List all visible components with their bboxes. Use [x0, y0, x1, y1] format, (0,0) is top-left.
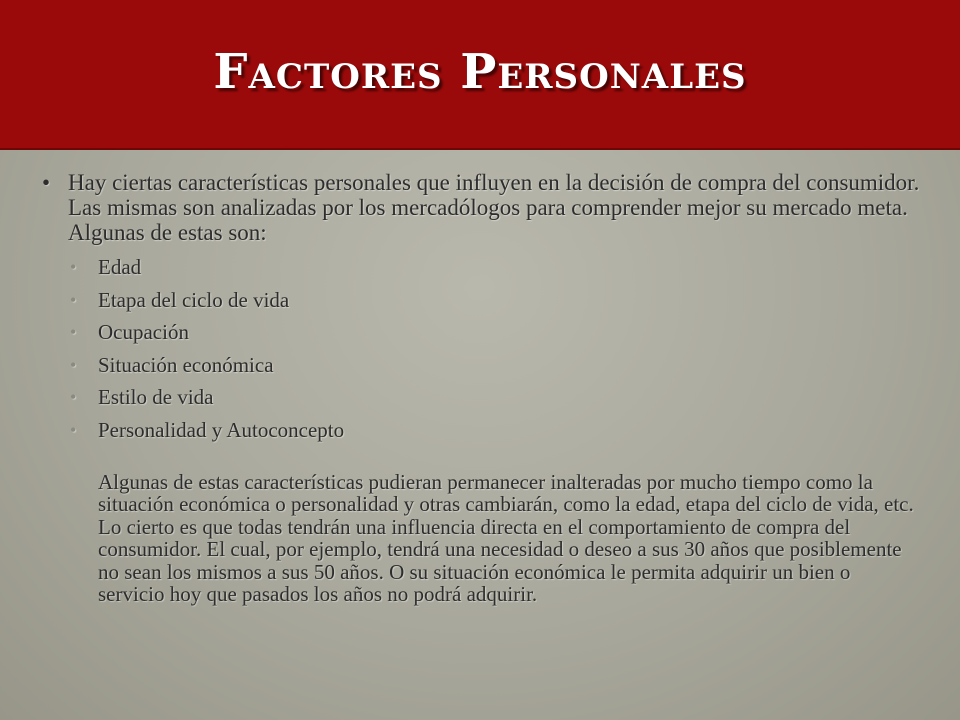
bullet-icon: •: [42, 170, 51, 195]
slide-title: Factores Personales: [213, 44, 747, 100]
sub-bullet-icon: •: [70, 419, 77, 440]
factor-label: Personalidad y Autoconcepto: [98, 417, 345, 442]
sub-bullet-icon: •: [70, 257, 77, 277]
factor-item: [40, 385, 920, 418]
factor-item: [40, 418, 920, 451]
factor-label: Situación económica: [98, 352, 274, 377]
factor-item: [40, 288, 920, 321]
factor-item: [40, 320, 920, 353]
factor-item: [40, 255, 920, 288]
sub-bullet-icon: •: [70, 322, 77, 342]
factor-label: Estilo de vida: [98, 385, 214, 409]
factor-list: [40, 255, 920, 450]
factor-item: [40, 353, 920, 386]
intro-text: Hay ciertas características personales que influyen en la decisión de compra del consumidor. Las mismas son analizadas por los mercadólogos para comprender mejor su mercado meta. Algunas de estas son:: [68, 170, 920, 245]
factor-label: Ocupación: [98, 320, 189, 344]
intro-bullet: [40, 170, 920, 245]
sub-bullet-icon: •: [70, 387, 77, 407]
factor-label: Etapa del ciclo de vida: [98, 287, 290, 312]
factor-label: Edad: [98, 255, 142, 279]
explanation-paragraph: Algunas de estas características pudieran permanecer inalteradas por mucho tiempo como la situación económica o personalidad y otras cambiarán, como la edad, etapa del ciclo de vida, etc. Lo cierto es que todas tendrán una influencia directa en el comportamiento de compra del consumidor. El cual, por ejemplo, tendrá una necesidad o deseo a sus 30 años que posiblemente no sean los mismos a sus 50 años. O su situación económica le permita adquirir un bien o servicio hoy que pasados los años no podrá adquirir.: [98, 470, 914, 607]
sub-bullet-icon: •: [70, 354, 77, 375]
sub-bullet-icon: •: [70, 289, 77, 310]
slide-content: [40, 170, 920, 626]
